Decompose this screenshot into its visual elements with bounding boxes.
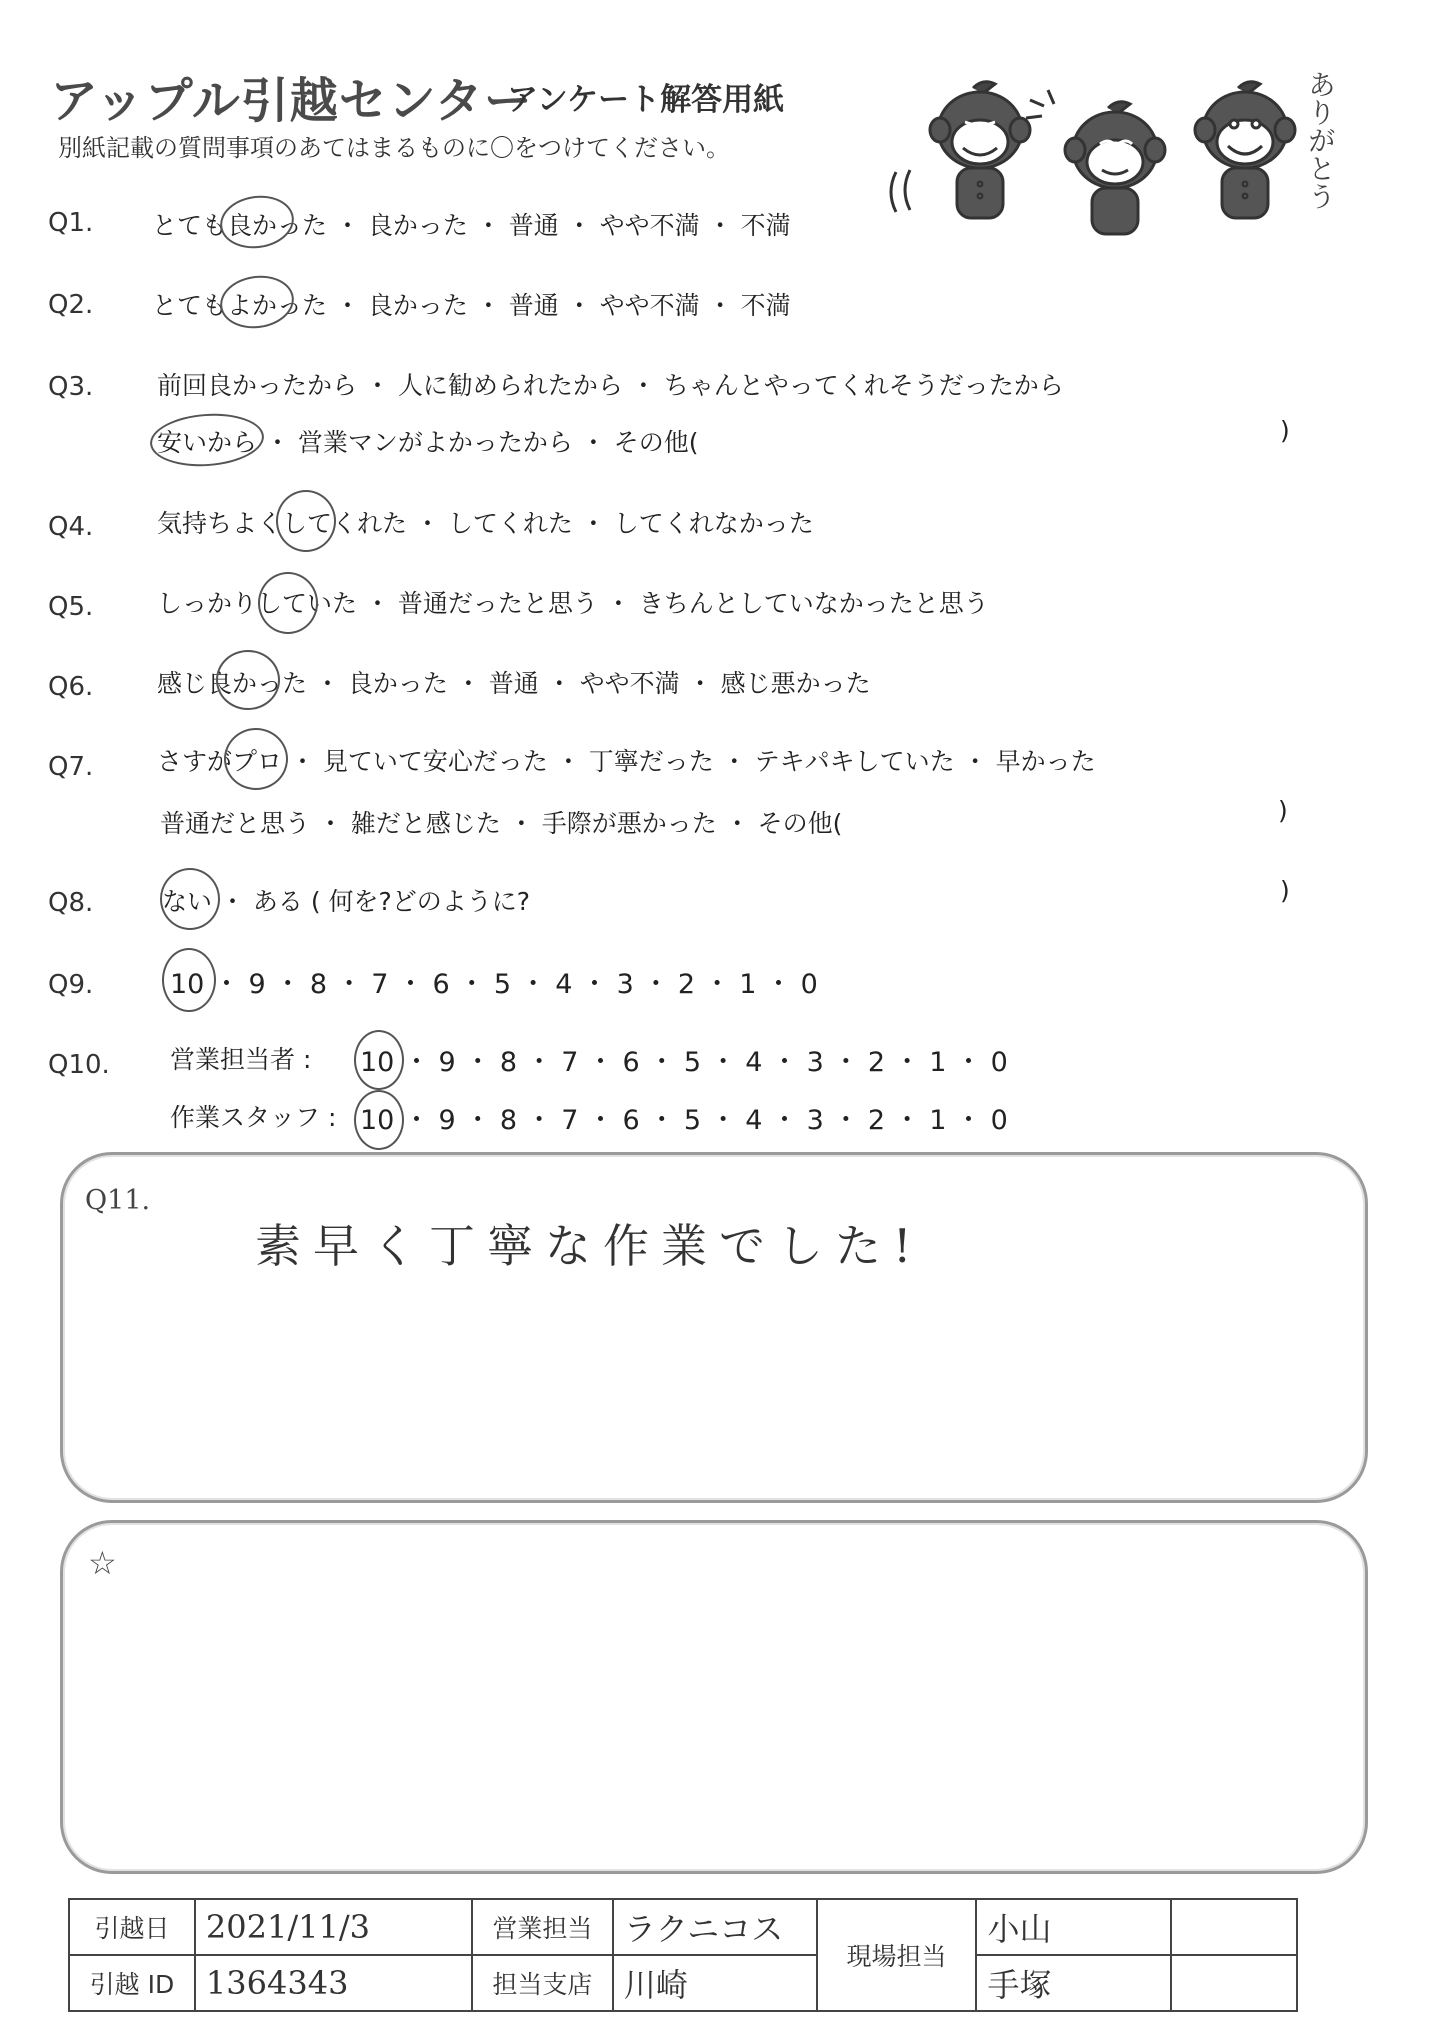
site-staff-label: 現場担当 [817,1899,977,2011]
free-note-box [60,1520,1368,1874]
question-number: Q5. [48,592,94,622]
company-name: アップル引越センター [50,73,533,129]
answer-circle-mark [217,191,298,253]
comment-box [60,1152,1368,1503]
answer-circle-mark [224,728,288,790]
move-id-label: 引越 ID [69,1955,195,2011]
star-label: ☆ [88,1544,117,1582]
question-number: Q9. [48,970,94,1000]
sales-rating-label: 営業担当者 : [170,1045,312,1074]
answer-circle-mark [354,1090,404,1150]
form-title: アンケート解答用紙 [507,82,785,118]
question-options: 感じ良かった ・ 良かった ・ 普通 ・ やや不満 ・ 感じ悪かった [157,669,871,698]
answer-circle-mark [217,271,298,333]
site-staff-value-2: 手塚 [976,1955,1170,2011]
other-close-paren: ) [1280,416,1290,445]
move-date-value: 2021/11/3 [195,1899,472,1955]
question-options: 気持ちよくしてくれた ・ してくれた ・ してくれなかった [157,509,814,538]
handwritten-comment: 素早く丁寧な作業でした! [255,1219,924,1273]
question-number: Q7. [48,752,94,782]
question-number: Q6. [48,672,94,702]
footer-info-table [68,1898,1298,2012]
site-staff-value-1: 小山 [976,1899,1170,1955]
comment-box-label: Q11. [85,1185,151,1216]
question-options-line2: 安いから ・ 営業マンがよかったから ・ その他( [157,428,699,457]
answer-circle-mark [258,572,318,634]
question-number: Q8. [48,888,94,918]
move-date-label: 引越日 [69,1899,195,1955]
question-options: とても良かった ・ 良かった ・ 普通 ・ やや不満 ・ 不満 [152,211,791,240]
footer-empty-cell [1171,1899,1297,1955]
answer-circle-mark [216,650,280,710]
mascot-caption: ありがとう [1304,70,1337,210]
sales-rating-scale: 10 ・ 9 ・ 8 ・ 7 ・ 6 ・ 5 ・ 4 ・ 3 ・ 2 ・ 1 ・ 0 [360,1047,1008,1078]
question-options: 前回良かったから ・ 人に勧められたから ・ ちゃんとやってくれそうだったから [157,371,1064,400]
footer-empty-cell [1171,1955,1297,2011]
sales-rep-value: ラクニコス [613,1899,817,1955]
staff-rating-scale: 10 ・ 9 ・ 8 ・ 7 ・ 6 ・ 5 ・ 4 ・ 3 ・ 2 ・ 1 ・ 0 [360,1105,1008,1136]
rating-scale: 10 ・ 9 ・ 8 ・ 7 ・ 6 ・ 5 ・ 4 ・ 3 ・ 2 ・ 1 ・ 0 [170,969,818,1000]
question-options: しっかりしていた ・ 普通だったと思う ・ きちんとしていなかったと思う [157,589,989,618]
branch-value: 川崎 [613,1955,817,2011]
question-options-line2: 普通だと思う ・ 雑だと感じた ・ 手際が悪かった ・ その他( [160,809,843,838]
answer-circle-mark [276,490,336,552]
sales-rep-label: 営業担当 [472,1899,613,1955]
other-close-paren: ) [1278,796,1288,825]
instruction-text: 別紙記載の質問事項のあてはまるものに〇をつけてください。 [58,134,730,162]
question-number: Q2. [48,290,94,320]
question-number: Q10. [48,1050,110,1080]
other-close-paren: ) [1280,876,1290,905]
question-number: Q3. [48,372,94,402]
question-number: Q4. [48,512,94,542]
answer-circle-mark [162,948,216,1012]
question-options: ない ・ ある ( 何を?どのように? [162,887,531,916]
branch-label: 担当支店 [472,1955,613,2011]
move-id-value: 1364343 [195,1955,472,2011]
question-options: さすがプロ ・ 見ていて安心だった ・ 丁寧だった ・ テキパキしていた ・ 早かった [157,747,1096,776]
answer-circle-mark [160,868,220,930]
answer-circle-mark [354,1030,404,1090]
monkey-mascot-illustration [880,60,1340,240]
staff-rating-label: 作業スタッフ : [170,1103,337,1132]
question-options: とてもよかった ・ 良かった ・ 普通 ・ やや不満 ・ 不満 [152,291,791,320]
answer-circle-mark [148,410,265,470]
question-number: Q1. [48,208,94,238]
